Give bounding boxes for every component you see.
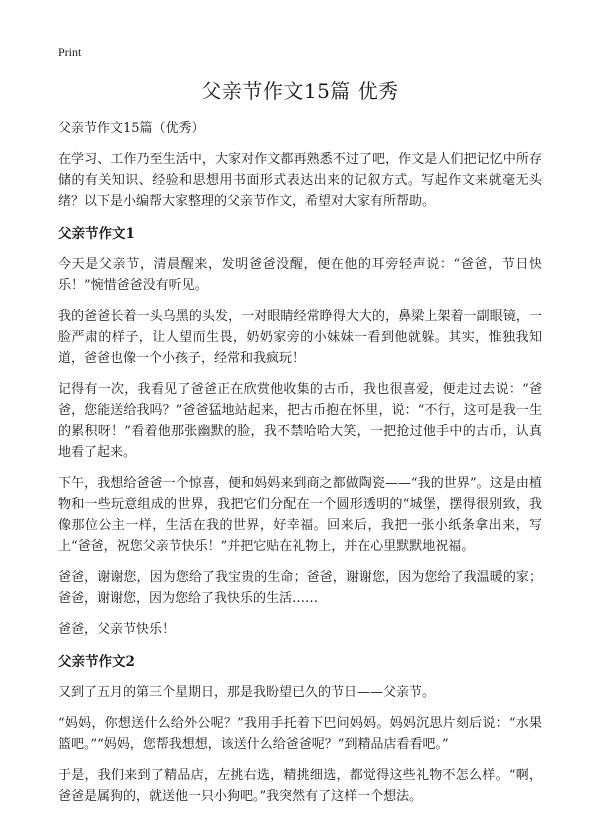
section-heading-2: 父亲节作文2 [58, 654, 135, 670]
paragraph: 爸爸，父亲节快乐！ [58, 622, 176, 637]
subtitle: 父亲节作文15篇（优秀） [58, 121, 205, 136]
intro-paragraph: 在学习、工作乃至生活中，大家对作文都再熟悉不过了吧，作文是人们把记忆中所存储的有关知识、经验和思想用书面形式表达出来的记叙方式。写起作文来就毫无头绪？以下是小编帮大家整理的父亲节作文，希望对大家有所帮助。 [58, 152, 542, 209]
paragraph: 我的爸爸长着一头乌黑的头发，一对眼睛经常睁得大大的，鼻梁上架着一副眼镜，一脸严肃的样子，让人望而生畏，奶奶家旁的小妹妹一看到他就躲。其实，惟独我知道，爸爸也像一个小孩子，经常和我疯玩！ [58, 309, 542, 366]
paragraph: 记得有一次，我看见了爸爸正在欣赏他收集的古币，我也很喜爱，便走过去说：“爸爸，您能送给我吗？”爸爸猛地站起来，把古币抱在怀里，说：“不行，这可是我一生的累积呀！”看着他那张幽默的脸，我不禁哈哈大笑，一把抢过他手中的古币，认真地看了起来。 [58, 382, 542, 460]
page-title: 父亲节作文15篇 优秀 [201, 79, 399, 103]
paragraph: “妈妈，你想送什么给外公呢？”我用手托着下巴问妈妈。妈妈沉思片刻后说：“水果篮吧。”“妈妈，您帮我想想，该送什么给爸爸呢？”到精品店看看吧。” [58, 716, 542, 752]
paragraph: 于是，我们来到了精品店，左挑右选，精挑细选，都觉得这些礼物不怎么样。“啊，爸爸是属狗的，就送他一只小狗吧。”我突然有了这样一个想法。 [58, 768, 542, 804]
paragraph: 爸爸，谢谢您，因为您给了我宝贵的生命；爸爸，谢谢您，因为您给了我温暖的家；爸爸，谢谢您，因为您给了我快乐的生活…… [58, 570, 542, 606]
print-link[interactable]: Print [58, 45, 82, 59]
paragraph: 下午，我想给爸爸一个惊喜，便和妈妈来到商之都做陶瓷——“我的世界”。这是由植物和一些玩意组成的世界，我把它们分配在一个圆形透明的“城堡，摆得很别致，我像那位公主一样，生活在我的世界，好幸福。回来后，我把一张小纸条拿出来，写上“爸爸，祝您父亲节快乐！”并把它贴在礼物上，并在心里默默地祝福。 [58, 476, 542, 554]
paragraph: 又到了五月的第三个星期日，那是我盼望已久的节日——父亲节。 [58, 685, 436, 700]
paragraph: 今天是父亲节，清晨醒来，发明爸爸没醒，便在他的耳旁轻声说：“爸爸，节日快乐！”惋惜爸爸没有听见。 [58, 257, 542, 293]
section-heading-1: 父亲节作文1 [58, 226, 135, 242]
